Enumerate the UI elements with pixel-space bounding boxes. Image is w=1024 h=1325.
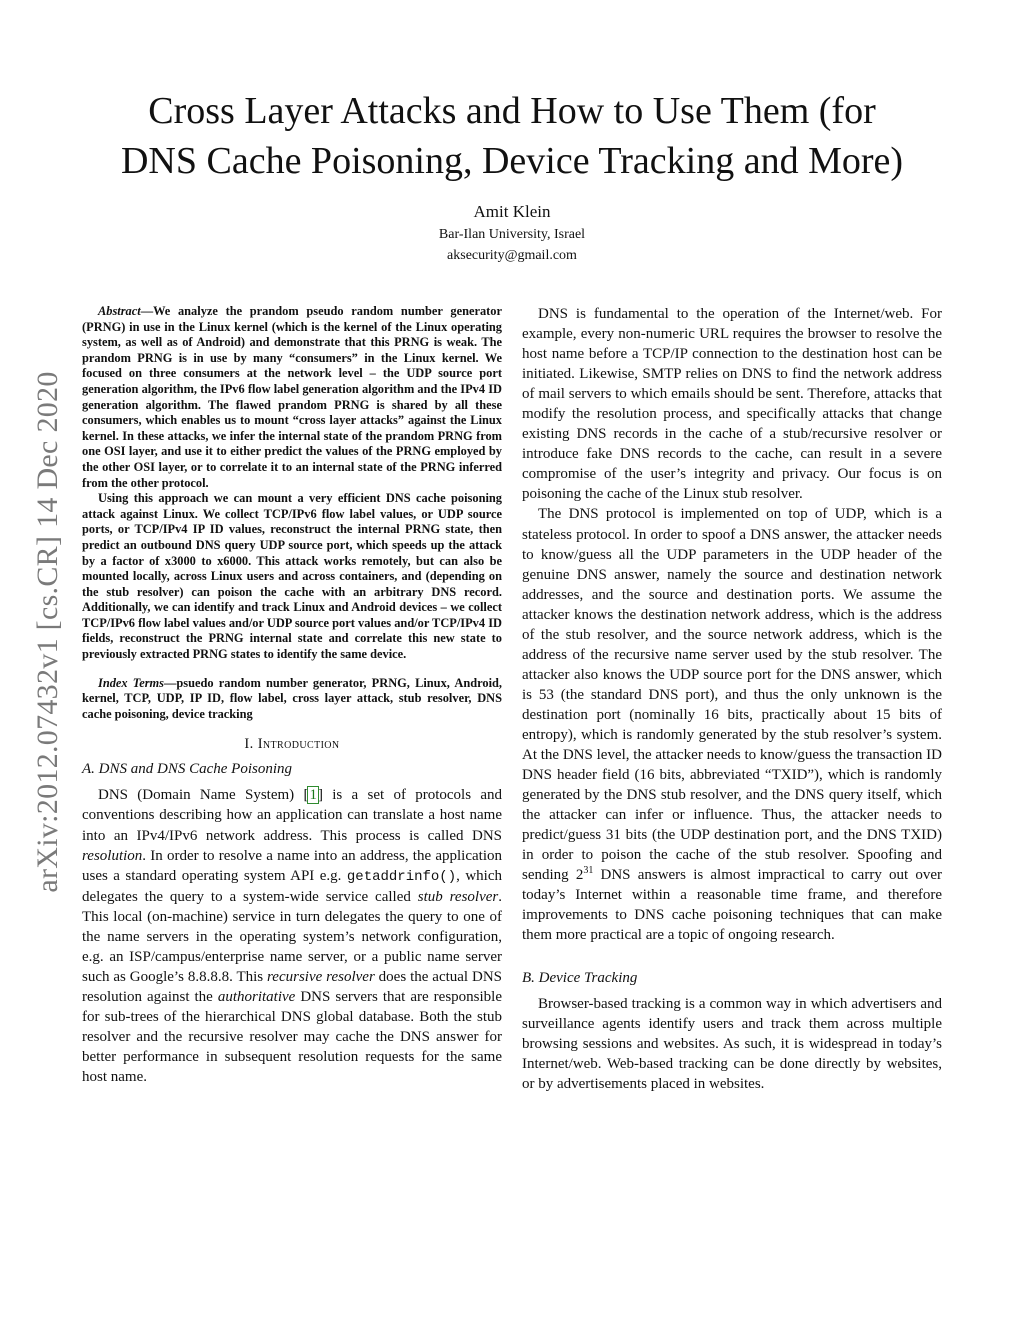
title-line-2: DNS Cache Poisoning, Device Tracking and More) bbox=[120, 140, 904, 182]
abstract-label: Abstract bbox=[98, 304, 141, 318]
emphasis: stub resolver bbox=[417, 888, 499, 905]
arxiv-identifier: arXiv:2012.07432v1 [cs.CR] 14 Dec 2020 bbox=[31, 371, 64, 893]
paragraph-dns-fundamental: DNS is fundamental to the operation of the Internet/web. For example, every non-numeric URL requires the browser to resolve the host name before a TCP/IP connection to the destination host can be initiated. Likewise, SMTP relies on DNS to find the network address of mail servers to which emails should be sent. Therefore, attacks that modify the resolution process, and specifically attacks that change existing DNS records in the cache of a stub/recursive resolver or introduce fake DNS records to the cache, can result in a severe compromise of the user’s integrity and privacy. Our focus is on poisoning the cache of the Linux stub resolver. bbox=[522, 306, 942, 503]
subsection-b-heading: B. Device Tracking bbox=[522, 969, 638, 986]
section-b-body bbox=[522, 994, 942, 1094]
inline-code: getaddrinfo() bbox=[346, 868, 457, 885]
abstract-dash: — bbox=[140, 304, 154, 318]
index-terms-text: psuedo random number generator, PRNG, Linux, Android, kernel, TCP, UDP, IP ID, flow label, cross layer attack, stub resolver, DNS cache poisoning, device tracking bbox=[82, 675, 502, 721]
text-run: . This local (on-machine) service in turn delegates the query to one of the name servers in the operating system’s network configuration, e.g. an ISP/campus/enterprise name server, or a public name server such as Google’s 8.8.8.8. This bbox=[82, 888, 502, 985]
abstract-paragraph-2: Using this approach we can mount a very efficient DNS cache poisoning attack against Linux. We collect TCP/IPv6 flow label values, or UDP source ports, or TCP/IPv4 IP ID values, reconstruct the internal PRNG state, then predict an outbound DNS query UDP source port, which speeds up the attack by a factor of x3000 to x6000. This attack works remotely, but can also be mounted locally, across Linux users and across containers, and (depending on the stub resolver) can poison the cache with an arbitrary DNS record. Additionally, we can identify and track Linux and Android devices – we collect TCP/IPv6 flow label values and/or UDP source port values and/or TCP/IPv4 ID fields, reconstruct the PRNG internal state and correlate this new state to previously extracted PRNG states to identify the same device. bbox=[82, 491, 502, 662]
title-line-1: Cross Layer Attacks and How to Use Them (for bbox=[148, 90, 876, 132]
right-body bbox=[522, 304, 942, 946]
author-affiliation: Bar-Ilan University, Israel bbox=[438, 227, 586, 242]
text-run: DNS answers is almost impractical to carry out over today’s Internet within a reasonable time frame, and therefore improvements to DNS cache poisoning techniques that can make them more practical are a topic of ongoing research. bbox=[522, 867, 942, 944]
emphasis: resolution bbox=[82, 847, 143, 864]
text-run: DNS (Domain Name System) bbox=[98, 787, 304, 804]
text-run: DNS servers that are responsible for sub-trees of the hierarchical DNS global database. Both the stub resolver and the recursive resolver may cache the DNS answer for better performance in subsequent resolution requests for the same host name. bbox=[82, 988, 502, 1086]
left-column bbox=[82, 304, 502, 1087]
emphasis: authoritative bbox=[217, 988, 296, 1005]
text-run: is a set of protocols and conventions describing how an application can translate a host name into an IPv4/IPv6 network address. This process is called DNS bbox=[82, 787, 502, 844]
right-column bbox=[522, 304, 942, 1094]
abstract-paragraph-1 bbox=[82, 304, 502, 491]
section-title: Introduction bbox=[257, 736, 340, 753]
text-run: does the actual DNS resolution against the bbox=[82, 968, 502, 1005]
paragraph-dns-intro: DNS (Domain Name System) [1] is a set of protocols and conventions describing how an application can translate a host name into an IPv4/IPv6 network address. This process is called DNS resolution. In order to resolve a name into an address, the application uses a standard operating system API e.g. getaddrinfo(), which delegates the query to a system-wide service called stub resolver. This local (on-machine) service in turn delegates the query to one of the name servers in the operating system’s network configuration, e.g. an ISP/campus/enterprise name server, or a public name server such as Google’s 8.8.8.8. This recursive resolver does the actual DNS resolution against the authoritative DNS servers that are responsible for sub-trees of the hierarchical DNS global database. Both the stub resolver and the recursive resolver may cache the DNS answer for better performance in subsequent resolution requests for the same host name. bbox=[82, 787, 502, 1086]
index-terms-label: Index Terms bbox=[98, 675, 165, 690]
section-number: I. bbox=[244, 736, 258, 753]
section-a-body bbox=[82, 785, 502, 1087]
text-run: . In order to resolve a name into an address, the application uses a standard operating system API e.g. bbox=[82, 847, 502, 884]
section-heading bbox=[82, 736, 502, 753]
subsection-a-heading: A. DNS and DNS Cache Poisoning bbox=[82, 761, 292, 778]
index-terms-dash: — bbox=[164, 675, 177, 690]
author-email: aksecurity@gmail.com bbox=[447, 248, 577, 263]
index-terms bbox=[82, 676, 502, 723]
text-run: , which delegates the query to a system-wide service called bbox=[82, 867, 502, 905]
abstract bbox=[82, 304, 502, 663]
text-run: The DNS protocol is implemented on top of UDP, which is a stateless protocol. In order to spoof a DNS answer, the attacker needs to know/guess all the UDP parameters in the UDP header of the genuine DNS answer, namely the source and destination network addresses, and the source and destination ports. We assume the attacker knows the destination network address, which is the address of the stub resolver, and the source network address, which is the address of the recursive name server used by the stub resolver. The attacker also knows the UDP source port for the DNS answer, which is 53 (the standard DNS port), and thus the only unknown is the destination port (nominally 16 bits, practically about 15 bits of entropy), which is randomly generated by the stub resolver’s system. At the DNS level, the attacker needs to know/guess the transaction ID DNS header field (16 bits, abbreviated “TXID”), which is randomly generated by the DNS stub resolver, and the DNS query itself, which the attacker can infer or influence. Thus, the attacker needs to predict/guess 31 bits (the UDP destination port, and the DNS TXID) in order to poison the cache of the stub resolver. Spoofing and sending 2 bbox=[522, 506, 942, 884]
citation-link[interactable]: 1 bbox=[309, 787, 317, 804]
superscript: 31 bbox=[583, 865, 594, 877]
paragraph-dns-protocol bbox=[522, 504, 942, 945]
author-name: Amit Klein bbox=[473, 202, 551, 221]
paper-title bbox=[60, 86, 964, 186]
paragraph-tracking: Browser-based tracking is a common way in which advertisers and surveillance agents identify users and track them across multiple browsing sessions and websites. As such, it is widespread in today’s Internet/web. Web-based tracking can be done directly by websites, or by advertisements placed in websites. bbox=[522, 995, 942, 1092]
abstract-text-1: We analyze the prandom pseudo random number generator (PRNG) in use in the Linux kernel (which is the kernel of the Linux operating system, as well as of Android) and demonstrate that this PRNG is weak. The prandom PRNG is in use by many “consumers” in the Linux kernel. We focused on three consumers at the network level – the UDP source port generation algorithm, the IPv6 flow label generation algorithm and the IPv4 ID generation algorithm. The flawed prandom PRNG is shared by all these consumers, which enables us to mount “cross layer attacks” against the Linux kernel. In these attacks, we infer the internal state of the prandom PRNG from one OSI layer, and use it to either predict the values of the PRNG employed by the other OSI layer, or to correlate it to an internal state of the PRNG inferred from the other protocol. bbox=[82, 304, 502, 490]
emphasis: recursive resolver bbox=[267, 968, 375, 985]
